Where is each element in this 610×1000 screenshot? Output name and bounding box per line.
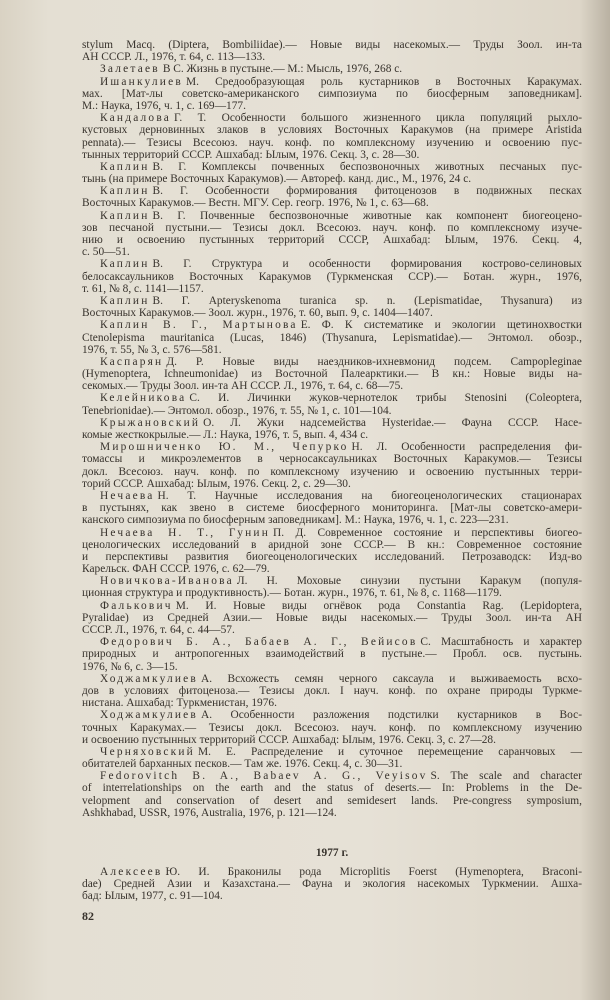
entry-text: S. The scale and character	[430, 770, 582, 783]
entry-author: Ходжамкулиев	[100, 709, 198, 722]
entry-text: В. Г. Почвенные беспозвоночные животные как компонент биогеоцено-	[152, 209, 582, 222]
bibliography-entry	[82, 112, 582, 161]
entry-text: кустовых дерновинных злаков в условиях Восточных Каракумов (на примере Aristida	[82, 124, 582, 137]
entry-text: торий СССР. Ашхабад: Ылым, 1976. Секц. 2, с. 29—30.	[82, 477, 351, 490]
entry-text: канского симпозиума по биосферным заповедникам]. М.: Наука, 1976, ч. 1, с. 223—231.	[82, 514, 509, 527]
entry-line	[82, 405, 582, 417]
entry-line	[82, 514, 582, 526]
entry-line	[82, 39, 582, 51]
entry-text: С. И. Личинки жуков-чернотелок трибы Stenosini (Coleoptera,	[189, 392, 582, 405]
entry-text: АН СССР. Л., 1976, т. 64, с. 113—133.	[82, 51, 266, 64]
entry-line	[82, 380, 582, 392]
entry-line	[82, 661, 582, 673]
section-heading-1977: 1977 г.	[315, 847, 349, 859]
entry-line	[82, 124, 582, 136]
entry-text: 1976, № 6, с. 3—15.	[82, 660, 178, 673]
entry-text: Восточных Каракумов.— Зоол. журн., 1976, т. 60, вып. 9, с. 1404—1407.	[82, 307, 433, 320]
bibliography-entry	[82, 575, 582, 599]
entry-line	[82, 453, 582, 465]
entry-text: ционная структура и продуктивность).— Ботан. журн., 1976, т. 61, № 8, с. 1168—1179.	[82, 587, 502, 600]
entry-text: М. И. Новые виды огнёвок рода Constantia Rag. (Lepidoptera,	[175, 599, 582, 612]
entry-text: тынь (на примере Восточных Каракумов).— Автореф. канд. дис., М., 1976, 24 с.	[82, 173, 472, 186]
bibliography-entry	[82, 417, 582, 441]
entry-text: нию и освоению пустынных территорий СССР, Ашхабад: Ылым, 1976. Секц. 4,	[82, 234, 582, 246]
bibliography-entry	[82, 527, 582, 576]
bibliography-entry	[82, 161, 582, 185]
entry-line	[82, 222, 582, 234]
entry-text: П. Д. Современное состояние и перспективы биогео-	[273, 526, 582, 539]
page-number: 82	[82, 909, 94, 923]
entry-author: Кандалова	[100, 112, 172, 125]
entry-line	[82, 878, 582, 890]
entry-line	[82, 234, 582, 246]
entry-text: pennata).— Тезисы Всесоюз. науч. конф. по комплексному изучению и освоению пус-	[82, 136, 582, 149]
entry-author: Залетаев	[100, 63, 160, 76]
entry-text: точных Каракумах.— Тезисы докл. Всесоюз. науч. конф. по комплексному изучению	[82, 721, 582, 734]
entry-author: Новичкова-Иванова	[100, 575, 234, 588]
entry-text: Л. Н. Моховые синузии пустыни Каракум (популя-	[236, 575, 582, 588]
entry-line	[82, 539, 582, 551]
entry-text: комые жесткокрылые.— Л.: Наука, 1976, т. 5, вып. 4, 434 с.	[82, 429, 369, 441]
entry-author: Нечаева Н. Т., Гунин	[100, 526, 271, 539]
entry-line	[82, 368, 582, 380]
entry-author: Каплин	[100, 258, 150, 271]
entry-line	[82, 807, 582, 819]
entry-text: Ю. И. Браконилы рода Microplitis Foerst (Hymenoptera, Braconi-	[165, 866, 582, 878]
entry-line	[82, 890, 582, 902]
entry-text: О. Л. Жуки надсемейства Hysteridae.— Фауна СССР. Насе-	[203, 416, 582, 429]
entry-author: Мирошниченко Ю. М., Чепурко	[100, 441, 349, 454]
entry-line	[82, 258, 582, 270]
bibliography-entry	[82, 441, 582, 490]
entry-author: Келейникова	[100, 392, 187, 405]
entry-author: Фалькович	[100, 599, 173, 612]
entry-line	[82, 866, 582, 878]
entry-line	[82, 112, 582, 124]
entry-line	[82, 332, 582, 344]
entry-text: ценологических исследований в аридной зоне СССР.— В кн.: Современное состояние	[82, 538, 582, 551]
entry-line	[82, 685, 582, 697]
entry-author: Ходжамкулиев	[100, 672, 198, 685]
entry-author: Алексеев	[100, 866, 163, 878]
entry-text: Г. Т. Особенности большого жизненного цикла популяций рыхло-	[174, 112, 582, 125]
entry-line	[82, 392, 582, 404]
entry-text: 1976, т. 55, № 3, с. 576—581.	[82, 343, 222, 356]
entry-author: Каплин В. Г., Мартынова	[100, 319, 298, 332]
entry-text: Е. Ф. К систематике и экологии щетинохвостки	[300, 319, 582, 332]
bibliography-entry	[82, 392, 582, 416]
bibliography-entry	[82, 673, 582, 710]
entry-text: В. Г. Комплексы почвенных беспозвоночных животных песчаных пус-	[152, 160, 582, 173]
entry-author: Каспарян	[100, 355, 164, 368]
entry-line	[82, 490, 582, 502]
entry-text: докл. Всесоюз. науч. конф. по комплексному изучению и освоению пустынных терри-	[82, 465, 582, 478]
entry-line	[82, 51, 582, 63]
bibliography-entry	[82, 356, 582, 393]
entry-text: Tenebrionidae).— Энтомол. обозр., 1976, т. 55, № 1, с. 101—104.	[82, 404, 392, 417]
entry-text: и освоению пустынных территорий СССР. Ашхабад: Ылым, 1976. Секц. 3, с. 27—28.	[82, 733, 496, 746]
bibliography-entry	[82, 76, 582, 113]
entry-text: бад: Ылым, 1977, с. 91—104.	[82, 890, 223, 903]
entry-line	[82, 709, 582, 721]
entry-line	[82, 185, 582, 197]
entry-text: СССР. Л., 1976, т. 64, с. 44—57.	[82, 624, 235, 636]
entry-line	[82, 63, 582, 75]
entry-line	[82, 612, 582, 624]
entry-text: томассы и микроэлементов в черносаксаульниках Восточных Каракумов.— Тезисы	[82, 453, 582, 466]
entry-author: Федорович Б. А., Бабаев А. Г., Вейисов	[100, 636, 418, 649]
entry-line	[82, 587, 582, 599]
entry-text: Карельск. ФАН СССР. 1976, с. 62—79.	[82, 563, 270, 576]
entry-line	[82, 527, 582, 539]
entry-line	[82, 356, 582, 368]
entry-line	[82, 734, 582, 746]
entry-line	[82, 758, 582, 770]
entry-line	[82, 441, 582, 453]
entry-text: зов песчаной пустыни.— Тезисы докл. Всесоюз. науч. конф. по комплексному изуче-	[82, 221, 582, 234]
entry-line	[82, 636, 582, 648]
entry-text: М. Е. Распределение и суточное перемещение саранчовых —	[197, 745, 582, 758]
entry-line	[82, 575, 582, 587]
entry-line	[82, 648, 582, 660]
entry-text: of interrelationships on the earth and the status of deserts.— In: Problems in the De-	[82, 782, 582, 795]
entry-text: белосаксаульников Восточных Каракумов (Туркменская ССР).— Ботан. журн., 1976,	[82, 270, 582, 283]
bibliography-entry	[82, 295, 582, 319]
entry-line	[82, 295, 582, 307]
entry-text: stylum Macq. (Diptera, Bombiliidae).— Новые виды насекомых.— Труды Зоол. ин-та	[82, 39, 582, 51]
bibliography-entry	[82, 185, 582, 209]
bibliography-entry	[82, 770, 582, 819]
bibliography-entry	[82, 210, 582, 259]
entry-text: (Hymenoptera, Ichneumonidae) из Восточной Палеарктики.— В кн.: Новые виды на-	[82, 368, 582, 381]
entry-author: Крыжановский	[100, 416, 201, 429]
entry-line	[82, 429, 582, 441]
entry-text: В. Г. Структура и особенности формирования кострово-селиновых	[152, 258, 582, 271]
entry-text: дов в условиях фитоценоза.— Тезисы докл. I науч. конф. по охране природы Туркме-	[82, 684, 582, 697]
entry-text: и перспективы развития биогеоценологических исследований. Петрозаводск: Изд-во	[82, 550, 582, 563]
entry-text: В. Г. Особенности формирования фитоценозов в подвижных песках	[152, 185, 582, 198]
entry-line	[82, 782, 582, 794]
bibliography-entry	[82, 319, 582, 356]
entry-text: А. Особенности разложения подстилки кустарников в Вос-	[201, 709, 582, 722]
entry-author: Каплин	[100, 185, 150, 198]
entry-line	[82, 173, 582, 185]
entry-text: В. Г. Apteryskenoma turanica sp. n. (Lepismatidae, Thysanura) из	[152, 294, 582, 307]
entry-line	[82, 210, 582, 222]
entry-line	[82, 149, 582, 161]
entry-text: Д. Р. Новые виды наездников-ихневмонид подсем. Campopleginae	[166, 355, 582, 368]
entry-text: Н. Л. Особенности распределения фи-	[351, 441, 583, 454]
entry-text: С. Масштабность и характер	[420, 636, 582, 649]
entry-line	[82, 319, 582, 331]
entry-text: нистана. Ашхабад: Туркменистан, 1976.	[82, 697, 277, 710]
entry-text: секомых.— Труды Зоол. ин-та АН СССР. Л., 1976, т. 64, с. 68—75.	[82, 380, 404, 393]
entry-text: тынных территорий СССР. Ашхабад: Ылым, 1976. Секц. 3, с. 28—30.	[82, 148, 420, 161]
entry-line	[82, 76, 582, 88]
entry-text: В С. Жизнь в пустыне.— М.: Мысль, 1976, 268 с.	[162, 63, 403, 76]
entry-line	[82, 88, 582, 100]
entry-text: velopment and conservation of desert and semidesert lands. Pre-congress symposium,	[82, 794, 582, 807]
entry-line	[82, 100, 582, 112]
bibliography-1977	[82, 866, 582, 903]
entry-line	[82, 624, 582, 636]
entry-text: Н. Т. Научные исследования на биогеоценологических стационарах	[157, 489, 582, 502]
bibliography-entry	[82, 866, 582, 903]
entry-line	[82, 502, 582, 514]
entry-line	[82, 673, 582, 685]
bibliography-entry	[82, 39, 582, 63]
entry-text: природных и антропогенных взаимодействий в пустыне.— Пробл. осв. пустынь.	[82, 648, 582, 661]
entry-author: Каплин	[100, 209, 150, 222]
entry-text: М. Средообразующая роль кустарников в Восточных Каракумах.	[185, 75, 582, 88]
entry-author: Черняховский	[100, 745, 195, 758]
entry-line	[82, 746, 582, 758]
entry-line	[82, 722, 582, 734]
entry-text: обитателей барханных песков.— Там же. 1976. Секц. 4, с. 30—31.	[82, 758, 403, 771]
entry-line	[82, 246, 582, 258]
bibliography-entry	[82, 709, 582, 746]
entry-text: Восточных Каракумов.— Вестн. МГУ. Сер. геогр. 1976, № 1, с. 63—68.	[82, 197, 429, 210]
entry-author: Fedorovitch B. A., Babaev A. G., Veyisov	[100, 770, 428, 783]
entry-text: Ashkhabad, USSR, 1976, Australia, 1976, p. 121—124.	[82, 806, 337, 819]
entry-text: с. 50—51.	[82, 246, 130, 259]
entry-text: dae) Средней Азии и Казахстана.— Фауна и экология насекомых Туркмении. Ашха-	[82, 878, 582, 891]
entry-author: Ишанкулиев	[100, 75, 183, 88]
entry-text: А. Всхожесть семян черного саксаула и выживаемость всхо-	[201, 672, 582, 685]
bibliography-entry	[82, 63, 582, 75]
bibliography-entry	[82, 490, 582, 527]
entry-author: Каплин	[100, 294, 150, 307]
entry-line	[82, 137, 582, 149]
entry-line	[82, 344, 582, 356]
bibliography-entry	[82, 636, 582, 673]
entry-line	[82, 197, 582, 209]
entry-line	[82, 271, 582, 283]
entry-text: т. 61, № 8, с. 1141—1157.	[82, 282, 204, 295]
entry-line	[82, 563, 582, 575]
entry-line	[82, 283, 582, 295]
entry-text: в пустынях, как звено в системе биосферного мониторинга. [Мат-лы советско-амери-	[82, 502, 582, 515]
entry-line	[82, 795, 582, 807]
entry-text: Pyralidae) из Средней Азии.— Новые виды насекомых.— Труды Зоол. ин-та АН	[82, 611, 582, 624]
entry-line	[82, 478, 582, 490]
entry-line	[82, 466, 582, 478]
entry-line	[82, 161, 582, 173]
entry-line	[82, 417, 582, 429]
entry-author: Нечаева	[100, 489, 155, 502]
entry-text: мах. [Мат-лы советско-американского симпозиума по биосферным заповедникам].	[82, 87, 582, 100]
entry-line	[82, 770, 582, 782]
entry-line	[82, 551, 582, 563]
entry-text: Ctenolepisma mauritanica (Lucas, 1846) (Thysanura, Lepismatidae).— Энтомол. обозр.,	[82, 331, 582, 344]
entry-text: М.: Наука, 1976, ч. 1, с. 169—177.	[82, 99, 246, 112]
entry-line	[82, 600, 582, 612]
bibliography-entry	[82, 600, 582, 637]
bibliography-entry	[82, 746, 582, 770]
bibliography-1976	[82, 39, 582, 819]
entry-line	[82, 697, 582, 709]
entry-author: Каплин	[100, 160, 150, 173]
entry-line	[82, 307, 582, 319]
bibliography-entry	[82, 258, 582, 295]
